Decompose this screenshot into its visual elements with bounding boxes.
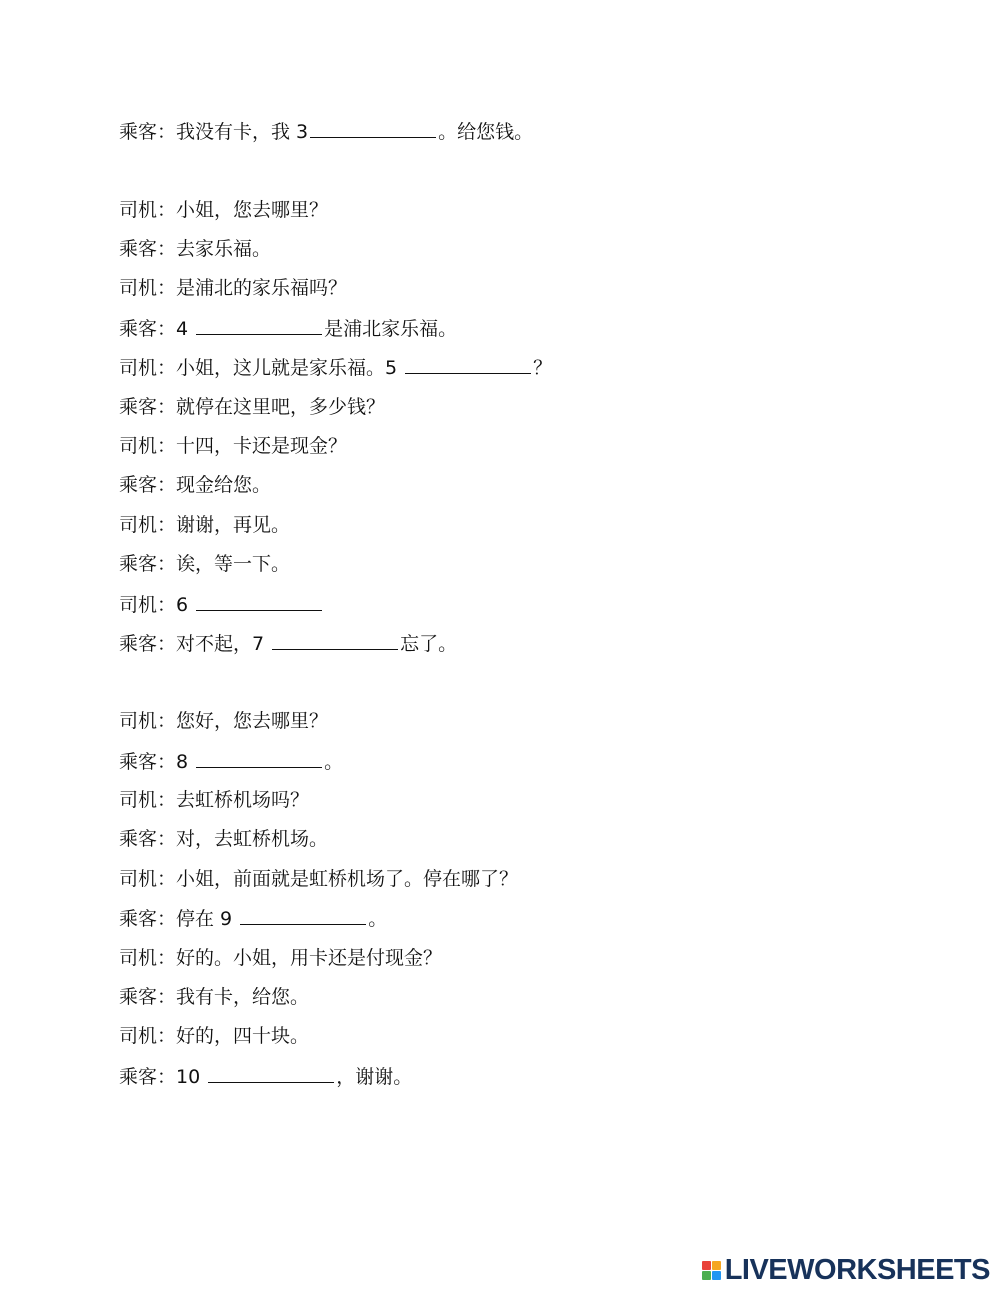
dialogue-line	[119, 943, 442, 973]
speaker-label: 司机：	[119, 1025, 177, 1047]
answer-blank-8[interactable]	[196, 746, 322, 768]
line-text-after: 。给您钱。	[438, 121, 534, 143]
dialogue-line	[119, 864, 518, 894]
dialogue-line	[119, 1061, 412, 1091]
dialogue-line	[119, 706, 328, 736]
dialogue-line	[119, 234, 271, 264]
logo-text: LIVEWORKSHEETS	[724, 1253, 990, 1286]
dialogue-line	[119, 785, 309, 815]
speaker-label: 乘客：	[119, 396, 177, 418]
line-text: 好的，四十块。	[176, 1025, 310, 1047]
line-text-after: 。	[324, 751, 344, 773]
logo-tile	[702, 1271, 711, 1280]
speaker-label: 司机：	[119, 868, 177, 890]
speaker-label: 乘客：	[119, 121, 177, 143]
line-text: 诶，等一下。	[176, 553, 291, 575]
logo-tile	[712, 1261, 721, 1270]
line-text: 小姐，这儿就是家乐福。5	[176, 357, 404, 379]
dialogue-line	[119, 273, 347, 303]
speaker-label: 乘客：	[119, 986, 177, 1008]
answer-blank-3[interactable]	[310, 116, 436, 138]
answer-blank-6[interactable]	[196, 589, 322, 611]
liveworksheets-logo	[702, 1255, 990, 1285]
line-text: 4	[176, 318, 195, 340]
speaker-label: 司机：	[119, 514, 177, 536]
speaker-label: 司机：	[119, 710, 177, 732]
line-text: 停在 9	[176, 908, 239, 930]
dialogue-line	[119, 510, 290, 540]
dialogue-line	[119, 470, 271, 500]
line-text: 您好，您去哪里？	[176, 710, 329, 732]
speaker-label: 乘客：	[119, 1066, 177, 1088]
dialogue-line	[119, 431, 347, 461]
line-text-after: 忘了。	[400, 633, 458, 655]
speaker-label: 司机：	[119, 357, 177, 379]
line-text: 去家乐福。	[176, 238, 272, 260]
speaker-label: 乘客：	[119, 633, 177, 655]
answer-blank-5[interactable]	[405, 352, 531, 374]
dialogue-line	[119, 982, 309, 1012]
line-text: 6	[176, 594, 195, 616]
line-text: 对不起，7	[176, 633, 271, 655]
speaker-label: 乘客：	[119, 474, 177, 496]
speaker-label: 司机：	[119, 789, 177, 811]
line-text: 我没有卡，我 3	[176, 121, 309, 143]
speaker-label: 司机：	[119, 947, 177, 969]
dialogue-line	[119, 116, 533, 146]
line-text-after: 。	[368, 908, 388, 930]
line-text-after: 是浦北家乐福。	[324, 318, 458, 340]
logo-tile	[702, 1261, 711, 1270]
dialogue-line	[119, 313, 457, 343]
dialogue-line	[119, 589, 324, 619]
dialogue-line	[119, 549, 290, 579]
line-text: 小姐，您去哪里？	[176, 199, 329, 221]
line-text: 小姐，前面就是虹桥机场了。停在哪了？	[176, 868, 519, 890]
speaker-label: 乘客：	[119, 828, 177, 850]
speaker-label: 司机：	[119, 435, 177, 457]
line-text: 我有卡，给您。	[176, 986, 310, 1008]
line-text: 谢谢，再见。	[176, 514, 291, 536]
logo-tile	[712, 1271, 721, 1280]
answer-blank-10[interactable]	[208, 1061, 334, 1083]
line-text: 好的。小姐，用卡还是付现金？	[176, 947, 443, 969]
line-text: 对，去虹桥机场。	[176, 828, 329, 850]
speaker-label: 乘客：	[119, 238, 177, 260]
speaker-label: 乘客：	[119, 751, 177, 773]
answer-blank-9[interactable]	[240, 903, 366, 925]
speaker-label: 乘客：	[119, 318, 177, 340]
line-text-after: ？	[533, 357, 553, 379]
dialogue-line	[119, 392, 385, 422]
line-text: 现金给您。	[176, 474, 272, 496]
line-text-after: ，谢谢。	[336, 1066, 413, 1088]
liveworksheets-logo-icon	[702, 1261, 721, 1280]
dialogue-line	[119, 195, 328, 225]
line-text: 是浦北的家乐福吗？	[176, 277, 348, 299]
speaker-label: 司机：	[119, 594, 177, 616]
dialogue-line	[119, 1021, 309, 1051]
line-text: 十四，卡还是现金？	[176, 435, 348, 457]
dialogue-line	[119, 352, 552, 382]
speaker-label: 乘客：	[119, 553, 177, 575]
speaker-label: 乘客：	[119, 908, 177, 930]
line-text: 8	[176, 751, 195, 773]
dialogue-line	[119, 746, 343, 776]
line-text: 10	[176, 1066, 207, 1088]
line-text: 去虹桥机场吗？	[176, 789, 310, 811]
speaker-label: 司机：	[119, 277, 177, 299]
dialogue-line	[119, 824, 328, 854]
line-text: 就停在这里吧，多少钱？	[176, 396, 386, 418]
answer-blank-7[interactable]	[272, 628, 398, 650]
answer-blank-4[interactable]	[196, 313, 322, 335]
dialogue-line	[119, 628, 457, 658]
dialogue-line	[119, 903, 387, 933]
speaker-label: 司机：	[119, 199, 177, 221]
